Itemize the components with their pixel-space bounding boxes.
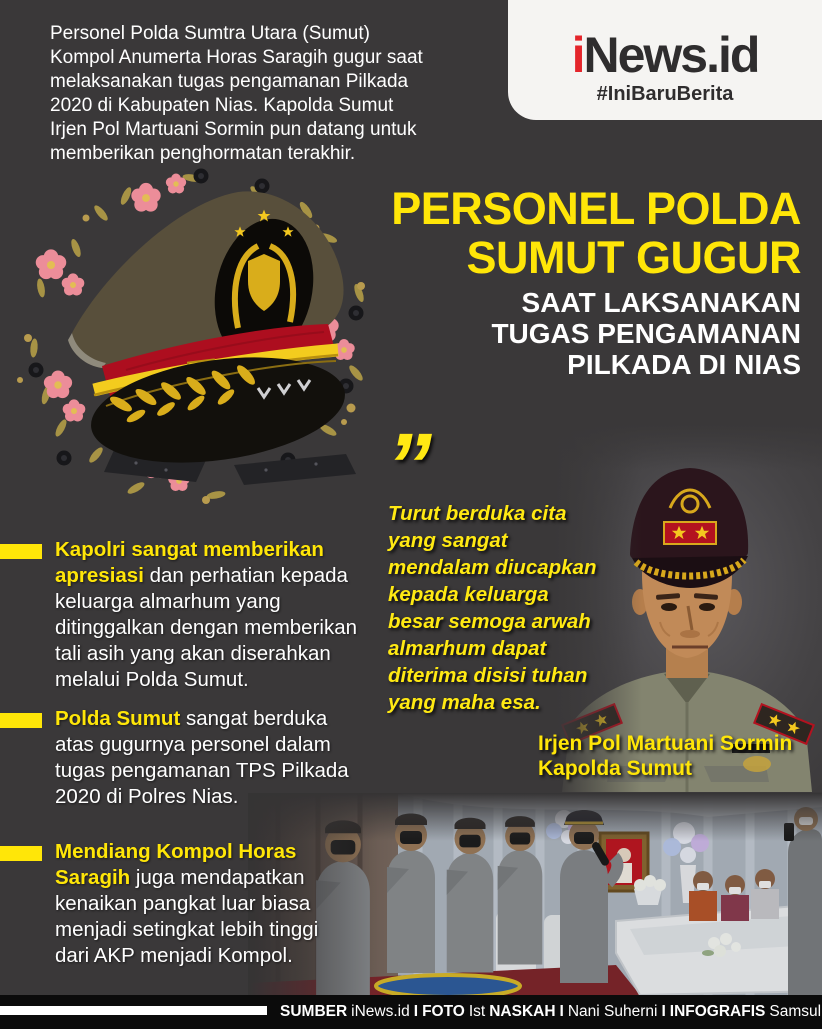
quote-line: mendalam diucapkan <box>388 556 597 579</box>
police-cap <box>68 191 352 477</box>
credit-label-naskah: NASKAH <box>489 1003 556 1020</box>
quote-mark-icon: ” <box>386 415 432 517</box>
bullet-polda-sumut <box>55 706 357 810</box>
inews-logo-rest: News.id <box>583 27 759 83</box>
inews-logo <box>571 27 759 83</box>
credit-value-naskah: Nani Suherni <box>567 1003 658 1020</box>
bullet-rest: sangat berduka atas gugurnya personel dalam tugas pengamanan TPS Pilkada 2020 di Polres Nias. <box>55 707 349 808</box>
intro-line: Personel Polda Sumtra Utara (Sumut) <box>50 23 370 44</box>
bullet-marker <box>0 544 42 559</box>
credit-label-foto: FOTO <box>422 1003 465 1020</box>
credits-text <box>280 995 822 1029</box>
bullet-lead: Mendiang Kompol Horas Saragih <box>55 840 297 889</box>
bullet-marker <box>0 846 42 861</box>
subheadline-line-1: SAAT LAKSANAKAN <box>521 287 801 318</box>
bullet-rest: juga mendapatkan kenaikan pangkat luar biasa menjadi setingkat lebih tinggi dari AKP menjadi Kompol. <box>55 866 319 967</box>
credit-value-foto: Ist <box>468 1003 486 1020</box>
bullet-marker <box>0 713 42 728</box>
bullet-rest: dan perhatian kepada keluarga almarhum yang ditinggalkan dengan memberikan tali asih yang akan diserahkan melalui Polda Sumut. <box>55 564 358 691</box>
headline-line-2: SUMUT GUGUR <box>466 232 801 283</box>
quote-line: diterima disisi tuhan <box>388 664 588 687</box>
quote-line: besar semoga arwah <box>388 610 591 633</box>
bullet-lead: Kapolri sangat memberikan apresiasi <box>55 538 324 587</box>
intro-paragraph <box>50 22 510 166</box>
brand-hashtag: #IniBaruBerita <box>596 83 734 105</box>
portrait-caption-name: Irjen Pol Martuani Sormin <box>538 732 793 755</box>
credit-value-infografis: Samsul <box>769 1003 822 1020</box>
credit-label-infografis: INFOGRAFIS <box>669 1003 766 1020</box>
inews-logo-i: i <box>571 27 584 83</box>
quote-line: almarhum dapat <box>388 637 547 660</box>
credit-separator: I <box>413 1003 419 1020</box>
police-cap-wreath-illustration <box>6 158 374 526</box>
headline <box>391 184 801 282</box>
portrait-caption <box>538 731 792 781</box>
headline-line-1: PERSONEL POLDA <box>391 183 801 234</box>
intro-line: memberikan penghormatan terakhir. <box>50 143 356 164</box>
intro-line: melaksanakan tugas pengamanan Pilkada <box>50 71 409 92</box>
bullet-lead: Polda Sumut <box>55 707 181 730</box>
quote-line: kepada keluarga <box>388 583 549 606</box>
credit-value-sumber: iNews.id <box>351 1003 410 1020</box>
quote-line: Turut berduka cita <box>388 502 567 525</box>
bullet-kapolri <box>55 537 357 693</box>
subheadline-line-2: TUGAS PENGAMANAN <box>491 318 801 349</box>
subheadline <box>491 287 801 380</box>
quote-line: yang sangat <box>388 529 508 552</box>
subheadline-line-3: PILKADA DI NIAS <box>567 349 801 380</box>
footer-credits-bar <box>0 995 822 1029</box>
credit-label-sumber: SUMBER <box>280 1003 348 1020</box>
quote-line: yang maha esa. <box>388 691 541 714</box>
intro-line: 2020 di Kabupaten Nias. Kapolda Sumut <box>50 95 394 116</box>
credit-separator: I <box>661 1003 666 1020</box>
credit-separator: I <box>559 1003 564 1020</box>
footer-divider-bar <box>0 1006 267 1015</box>
brand-box <box>508 0 822 120</box>
intro-line: Irjen Pol Martuani Sormin pun datang untuk <box>50 119 417 140</box>
cap-wreath-svg <box>6 158 374 526</box>
quote-text <box>388 500 644 716</box>
intro-line: Kompol Anumerta Horas Saragih gugur saat <box>50 47 423 68</box>
bullet-mendiang <box>55 839 357 969</box>
portrait-caption-title: Kapolda Sumut <box>538 757 693 780</box>
